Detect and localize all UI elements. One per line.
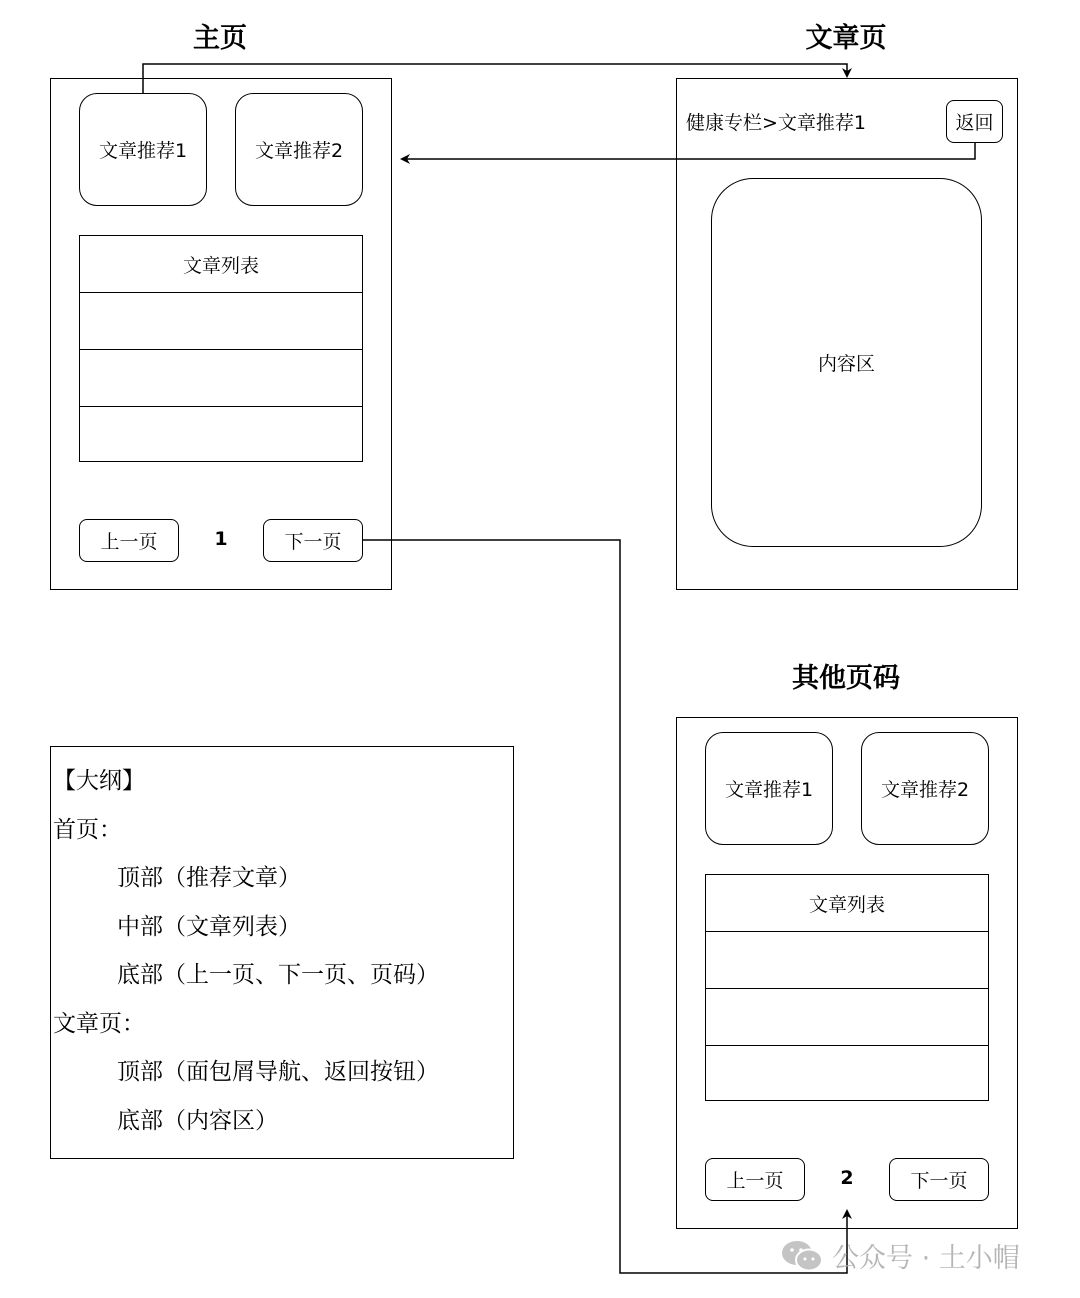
wechat-icon bbox=[780, 1238, 824, 1274]
other-rec1-card[interactable] bbox=[705, 732, 833, 845]
other-pages-title: 其他页码 bbox=[792, 663, 900, 694]
card-label: 文章推荐1 bbox=[724, 779, 814, 801]
outline-line: 中部（文章列表） bbox=[117, 913, 301, 940]
home-article-list bbox=[79, 235, 363, 462]
list-item[interactable] bbox=[706, 932, 988, 989]
home-next-button[interactable] bbox=[263, 519, 363, 562]
list-header: 文章列表 bbox=[80, 236, 362, 293]
back-button[interactable] bbox=[946, 100, 1003, 143]
list-item[interactable] bbox=[80, 407, 362, 464]
outline-line: 顶部（推荐文章） bbox=[117, 865, 301, 891]
list-item[interactable] bbox=[80, 350, 362, 407]
outline-line: 底部（内容区） bbox=[117, 1107, 278, 1134]
outline-line: 顶部（面包屑导航、返回按钮） bbox=[117, 1059, 439, 1085]
other-rec2-card[interactable] bbox=[861, 732, 989, 845]
home-page-number: 1 bbox=[214, 528, 228, 550]
button-label: 下一页 bbox=[910, 1170, 968, 1192]
button-label: 上一页 bbox=[100, 531, 158, 553]
breadcrumb[interactable]: 健康专栏>文章推荐1 bbox=[686, 112, 867, 134]
outline-line: 首页： bbox=[53, 816, 122, 843]
home-rec2-card[interactable] bbox=[235, 93, 363, 206]
card-label: 文章推荐2 bbox=[880, 779, 970, 801]
home-prev-button[interactable] bbox=[79, 519, 179, 562]
other-prev-button[interactable] bbox=[705, 1158, 805, 1201]
list-item[interactable] bbox=[80, 293, 362, 350]
other-page-number: 2 bbox=[840, 1167, 854, 1189]
home-title: 主页 bbox=[193, 23, 247, 54]
list-item[interactable] bbox=[706, 989, 988, 1046]
home-rec1-card[interactable] bbox=[79, 93, 207, 206]
watermark bbox=[780, 1236, 1020, 1275]
card-label: 文章推荐1 bbox=[98, 140, 188, 162]
list-header: 文章列表 bbox=[706, 875, 988, 932]
button-label: 上一页 bbox=[726, 1170, 784, 1192]
other-next-button[interactable] bbox=[889, 1158, 989, 1201]
button-label: 下一页 bbox=[284, 531, 342, 553]
other-article-list bbox=[705, 874, 989, 1101]
content-label: 内容区 bbox=[817, 353, 875, 375]
card-label: 文章推荐2 bbox=[254, 140, 344, 162]
outline-box bbox=[50, 746, 514, 1159]
button-label: 返回 bbox=[955, 112, 994, 134]
watermark-text: 公众号 · 土小帽 bbox=[832, 1243, 1020, 1274]
outline-title: 【大纲】 bbox=[53, 768, 145, 794]
article-title: 文章页 bbox=[805, 23, 887, 54]
outline-line: 底部（上一页、下一页、页码） bbox=[117, 962, 439, 988]
content-area bbox=[711, 178, 982, 547]
outline-line: 文章页： bbox=[53, 1010, 145, 1037]
list-item[interactable] bbox=[706, 1046, 988, 1103]
